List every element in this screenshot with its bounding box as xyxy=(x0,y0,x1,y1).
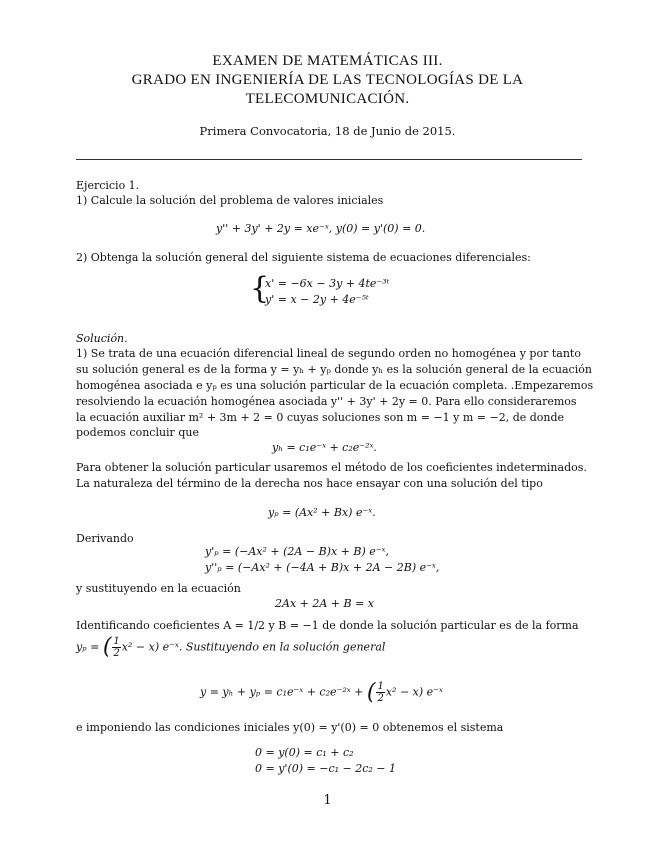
general-solution-tail: x² − x) e⁻ˣ xyxy=(385,685,443,699)
system-eq-2: y' = x − 2y + 4e⁻⁵ᵗ xyxy=(265,293,369,306)
exam-title-line1: EXAMEN DE MATEMÁTICAS III. xyxy=(212,53,443,69)
solution-p1-line5: la ecuación auxiliar m² + 3m + 2 = 0 cuyas soluciones son m = −1 y m = −2, de donde xyxy=(76,411,565,424)
yp-tail: x² − x) e⁻ˣ. Sustituyendo en la solución general xyxy=(121,640,386,654)
equation-particular-trial: yₚ = (Ax² + Bx) e⁻ˣ. xyxy=(268,506,376,519)
solution-p2-line1: Para obtener la solución particular usaremos el método de los coeficientes indeterminados. xyxy=(76,461,587,474)
solution-p1-line3: homogénea asociada e yₚ es una solución particular de la ecuación completa. .Empezaremos xyxy=(76,379,594,392)
fraction-denominator-2: 2 xyxy=(377,693,384,704)
equation-system-2: 0 = y'(0) = −c₁ − 2c₂ − 1 xyxy=(255,762,397,775)
solution-p3-line1: Identificando coeficientes A = 1/2 y B = −1 de donde la solución particular es de la forma xyxy=(76,619,579,632)
derivando-label: Derivando xyxy=(76,532,134,545)
solution-p1-line1: 1) Se trata de una ecuación diferencial lineal de segundo orden no homogénea y por tanto xyxy=(76,347,581,360)
exam-title-line3: TELECOMUNICACIÓN. xyxy=(245,91,410,107)
general-solution-head: y = yₕ + yₚ = c₁e⁻ˣ + c₂e⁻²ˣ + xyxy=(200,685,364,699)
fraction-one-half-2 xyxy=(376,681,384,704)
question-1: 1) Calcule la solución del problema de valores iniciales xyxy=(76,194,384,207)
solution-p1-line6: podemos concluir que xyxy=(76,426,199,439)
equation-first-derivative: y'ₚ = (−Ax² + (2A − B)x + B) e⁻ˣ, xyxy=(205,545,389,558)
fraction-one-half xyxy=(112,636,120,659)
left-paren-2: ( xyxy=(366,680,376,705)
equation-system-1: 0 = y(0) = c₁ + c₂ xyxy=(255,746,354,759)
system-brace: { xyxy=(250,271,270,306)
equation-second-derivative: y''ₚ = (−Ax² + (−4A + B)x + 2A − 2B) e⁻ˣ, xyxy=(205,561,440,574)
exam-subtitle: Primera Convocatoria, 18 de Junio de 2015. xyxy=(199,124,456,138)
substitution-label: y sustituyendo en la ecuación xyxy=(76,582,241,595)
solution-p4: e imponiendo las condiciones iniciales y(0) = y'(0) = 0 obtenemos el sistema xyxy=(76,721,504,734)
yp-label: yₚ = xyxy=(76,640,100,654)
solution-p1-line4: resolviendo la ecuación homogénea asociada y'' + 3y' + 2y = 0. Para ello consideraremos xyxy=(76,395,577,408)
equation-general-solution xyxy=(200,680,443,705)
page-number: 1 xyxy=(323,793,332,808)
equation-homogeneous-solution: yₕ = c₁e⁻ˣ + c₂e⁻²ˣ. xyxy=(272,441,377,454)
exercise-heading: Ejercicio 1. xyxy=(76,179,140,192)
equation-substituted: 2Ax + 2A + B = x xyxy=(275,597,375,610)
fraction-denominator: 2 xyxy=(113,648,120,659)
header-divider xyxy=(76,159,582,160)
system-eq-1: x' = −6x − 3y + 4te⁻³ᵗ xyxy=(265,277,390,290)
fraction-numerator: 1 xyxy=(113,636,120,647)
question-2: 2) Obtenga la solución general del siguiente sistema de ecuaciones diferenciales: xyxy=(76,251,531,264)
equation-ivp: y'' + 3y' + 2y = xe⁻ˣ, y(0) = y'(0) = 0. xyxy=(216,222,426,235)
solution-p1-line2: su solución general es de la forma y = yₕ + yₚ donde yₕ es la solución general de la ecuación xyxy=(76,363,592,376)
fraction-numerator-2: 1 xyxy=(377,681,384,692)
exam-title-line2: GRADO EN INGENIERÍA DE LAS TECNOLOGÍAS DE LA xyxy=(131,72,524,88)
left-paren: ( xyxy=(102,634,112,660)
solution-heading: Solución. xyxy=(76,332,128,345)
solution-p3-line2 xyxy=(76,636,385,659)
solution-p2-line2: La naturaleza del término de la derecha nos hace ensayar con una solución del tipo xyxy=(76,477,543,490)
